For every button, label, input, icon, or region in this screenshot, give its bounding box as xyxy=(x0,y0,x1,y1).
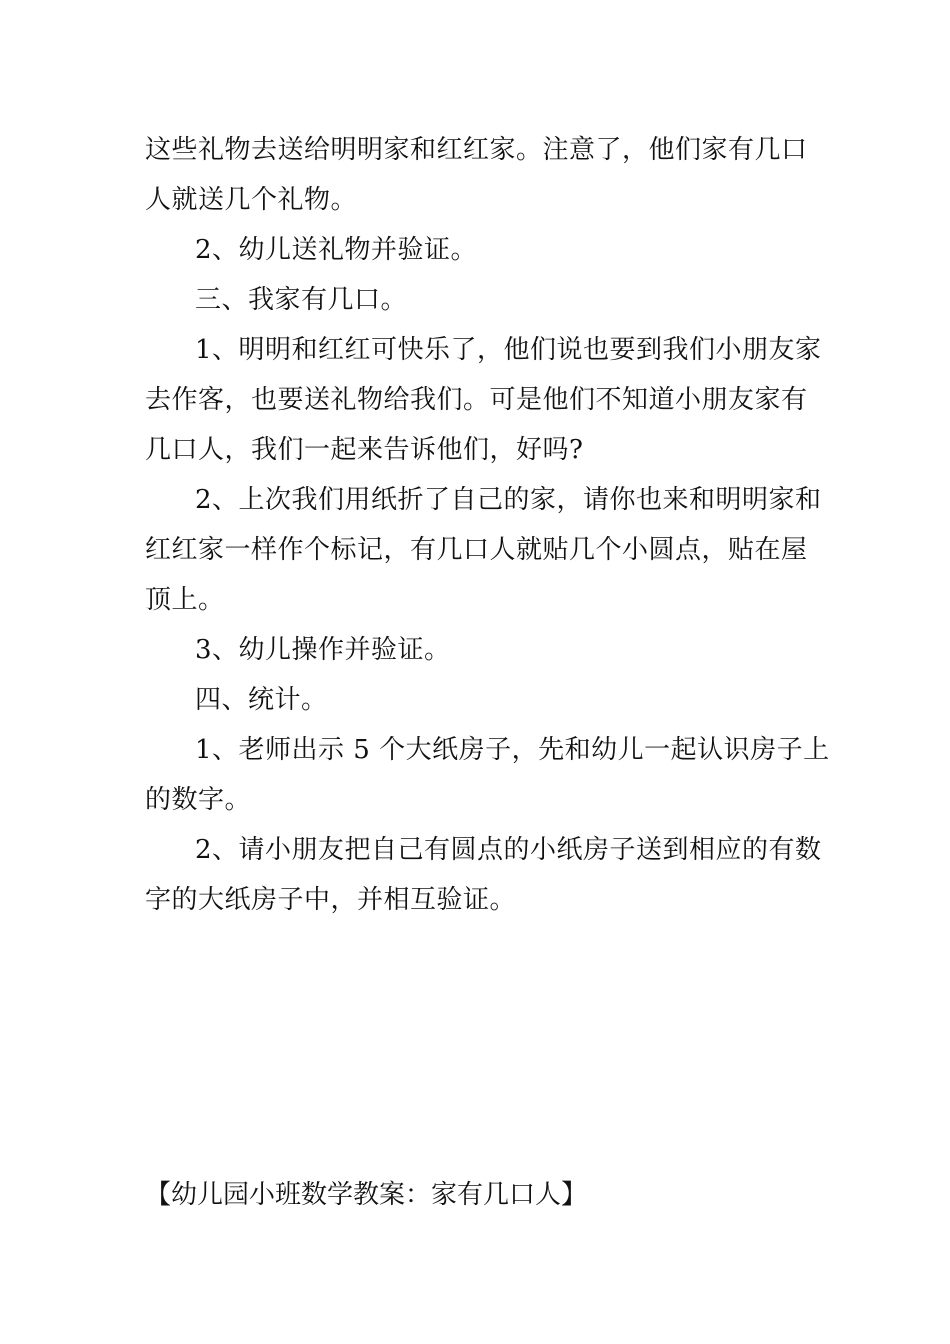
body-text-line: 字的大纸房子中，并相互验证。 xyxy=(145,885,517,915)
body-text-line: 红红家一样作个标记，有几口人就贴几个小圆点，贴在屋 xyxy=(145,535,808,565)
body-text-line: 人就送几个礼物。 xyxy=(145,185,358,215)
body-text-line: 2、上次我们用纸折了自己的家，请你也来和明明家和 xyxy=(195,485,822,515)
body-text-line: 去作客，也要送礼物给我们。可是他们不知道小朋友家有 xyxy=(145,385,808,415)
body-text-line: 几口人，我们一起来告诉他们，好吗? xyxy=(145,435,584,465)
body-text-line: 1、明明和红红可快乐了，他们说也要到我们小朋友家 xyxy=(195,335,822,365)
body-text-line: 2、请小朋友把自己有圆点的小纸房子送到相应的有数 xyxy=(195,835,822,865)
body-text-line: 这些礼物去送给明明家和红红家。注意了，他们家有几口 xyxy=(145,135,808,165)
section-heading: 四、统计。 xyxy=(195,685,328,715)
document-title-footer: 【幼儿园小班数学教案：家有几口人】 xyxy=(145,1180,588,1210)
body-text-line: 1、老师出示 5 个大纸房子，先和幼儿一起认识房子上 xyxy=(195,735,830,765)
section-heading: 三、我家有几口。 xyxy=(195,285,408,315)
body-text-line: 顶上。 xyxy=(145,585,225,615)
body-text-line: 的数字。 xyxy=(145,785,252,815)
body-text-line: 3、幼儿操作并验证。 xyxy=(195,635,451,665)
body-text-line: 2、幼儿送礼物并验证。 xyxy=(195,235,478,265)
